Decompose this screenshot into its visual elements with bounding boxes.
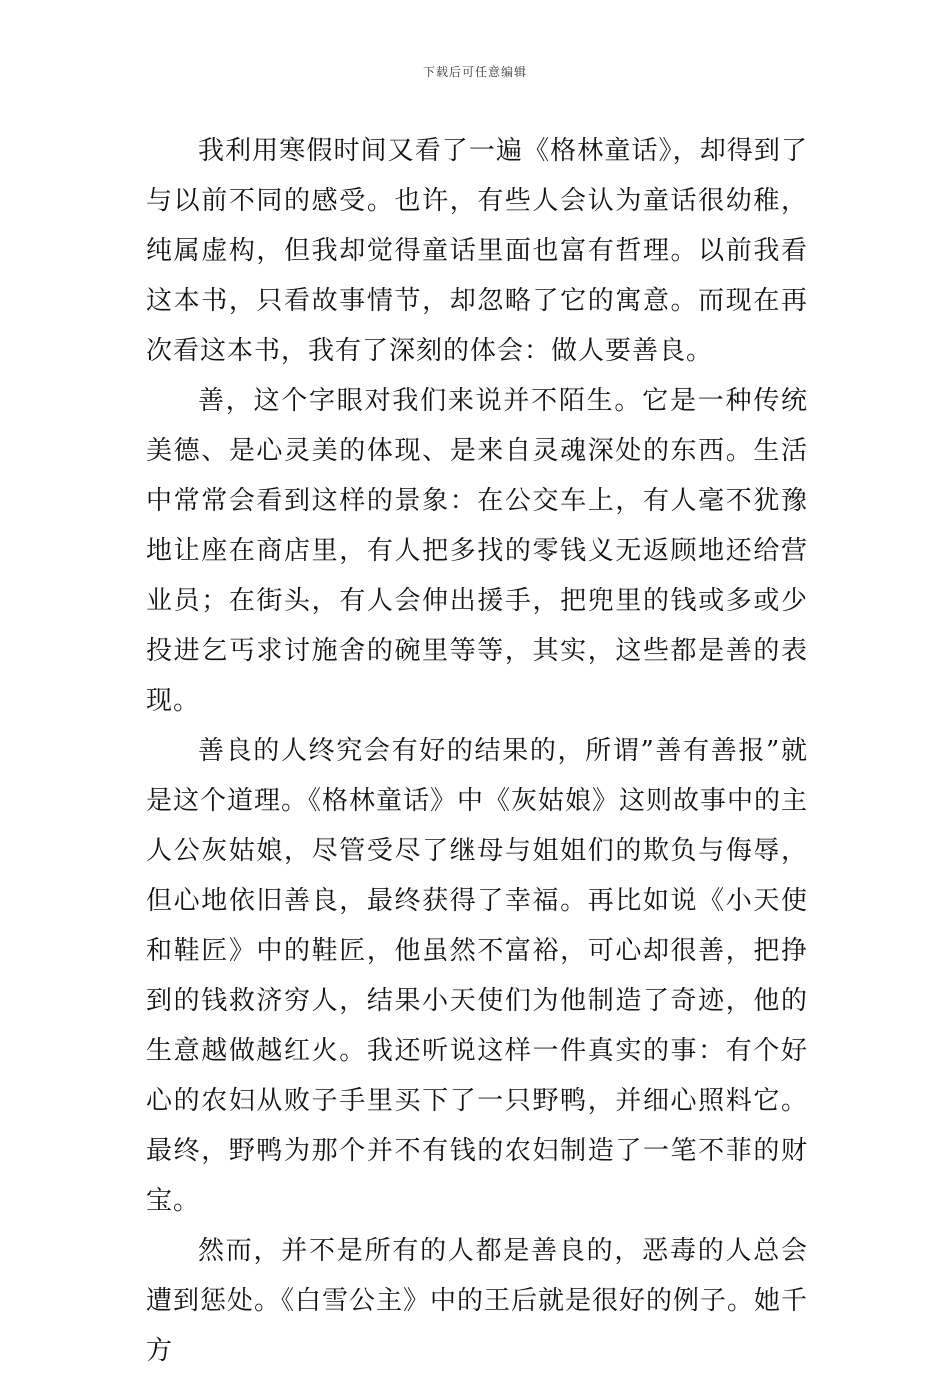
paragraph-2: 善，这个字眼对我们来说并不陌生。它是一种传统美德、是心灵美的体现、是来自灵魂深处的东西。生活中常常会看到这样的景象：在公交车上，有人毫不犹豫地让座在商店里，有人把多找的零钱义无返顾地还给营业员；在街头，有人会伸出援手，把兜里的钱或多或少投进乞丐求讨施舍的碗里等等，其实，这些都是善的表现。: [146, 386, 808, 716]
paragraph-1: 我利用寒假时间又看了一遍《格林童话》，却得到了与以前不同的感受。也许，有些人会认为童话很幼稚，纯属虚构，但我却觉得童话里面也富有哲理。以前我看这本书，只看故事情节，却忽略了它的寓意。而现在再次看这本书，我有了深刻的体会：做人要善良。: [146, 136, 808, 366]
paragraph-4: 然而，并不是所有的人都是善良的，恶毒的人总会遭到惩处。《白雪公主》中的王后就是很好的例子。她千方: [146, 1236, 809, 1366]
paragraph-3: 善良的人终究会有好的结果的，所谓”善有善报”就是这个道理。《格林童话》中《灰姑娘》这则故事中的主人公灰姑娘，尽管受尽了继母与姐姐们的欺负与侮辱，但心地依旧善良，最终获得了幸福。再比如说《小天使和鞋匠》中的鞋匠，他虽然不富裕，可心却很善，把挣到的钱救济穷人，结果小天使们为他制造了奇迹，他的生意越做越红火。我还听说这样一件真实的事：有个好心的农妇从败子手里买下了一只野鸭，并细心照料它。最终，野鸭为那个并不有钱的农妇制造了一笔不菲的财宝。: [146, 736, 809, 1216]
essay-body: [146, 126, 808, 1376]
page-header-note: 下载后可任意编辑: [422, 65, 527, 79]
